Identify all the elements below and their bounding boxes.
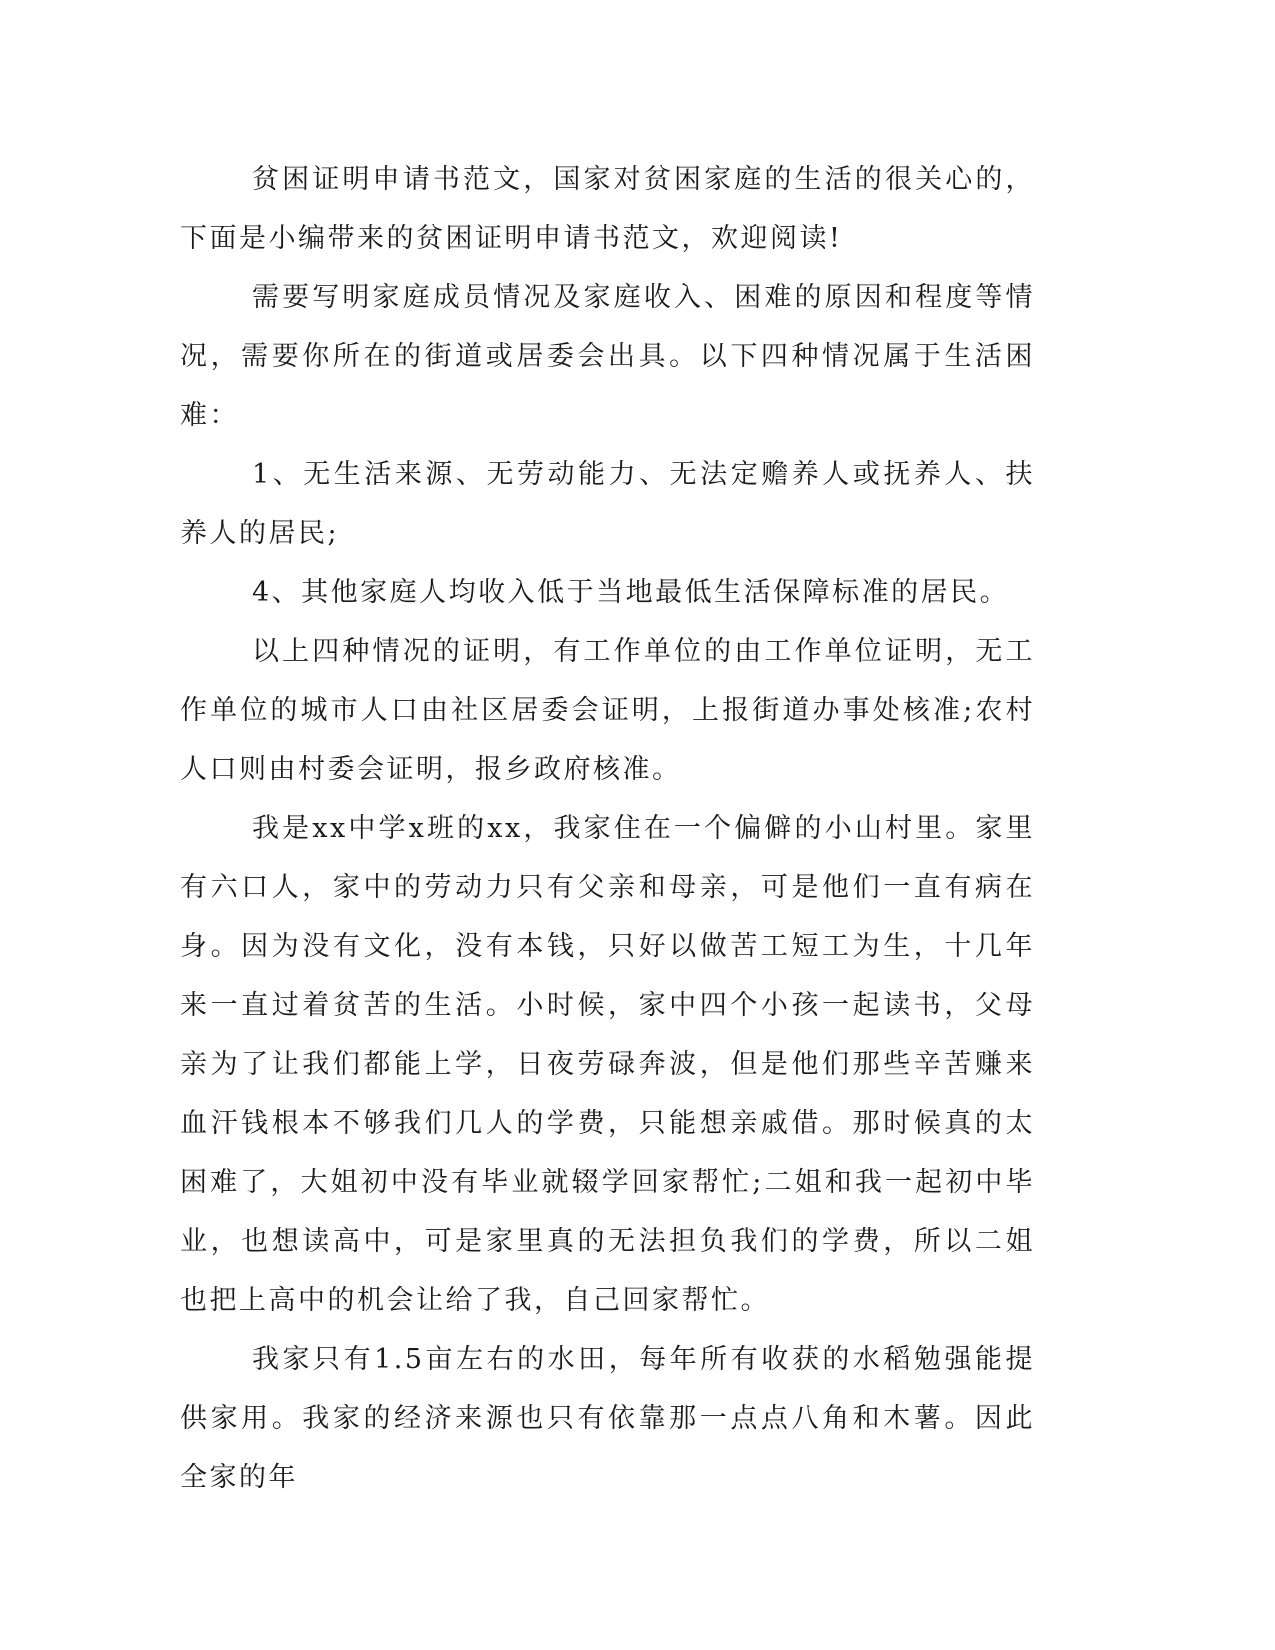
paragraph-requirements: 需要写明家庭成员情况及家庭收入、困难的原因和程度等情况，需要你所在的街道或居委会出具。以下四种情况属于生活困难：	[180, 282, 1035, 431]
paragraph-intro: 贫困证明申请书范文，国家对贫困家庭的生活的很关心的，下面是小编带来的贫困证明申请书范文，欢迎阅读!	[180, 164, 1035, 254]
paragraph-certification: 以上四种情况的证明，有工作单位的由工作单位证明，无工作单位的城市人口由社区居委会证明，上报街道办事处核准;农村人口则由村委会证明，报乡政府核准。	[180, 636, 1035, 785]
paragraph-family-story: 我是xx中学x班的xx，我家住在一个偏僻的小山村里。家里有六口人，家中的劳动力只有父亲和母亲，可是他们一直有病在身。因为没有文化，没有本钱，只好以做苦工短工为生，十几年来一直过着贫苦的生活。小时候，家中四个小孩一起读书，父母亲为了让我们都能上学，日夜劳碌奔波，但是他们那些辛苦赚来血汗钱根本不够我们几人的学费，只能想亲戚借。那时候真的太困难了，大姐初中没有毕业就辍学回家帮忙;二姐和我一起初中毕业，也想读高中，可是家里真的无法担负我们的学费，所以二姐也把上高中的机会让给了我，自己回家帮忙。	[180, 813, 1035, 1316]
paragraph-item-4: 4、其他家庭人均收入低于当地最低生活保障标准的居民。	[252, 577, 1010, 608]
paragraph-item-1: 1、无生活来源、无劳动能力、无法定赡养人或抚养人、扶养人的居民;	[180, 459, 1035, 549]
paragraph-income: 我家只有1.5亩左右的水田，每年所有收获的水稻勉强能提供家用。我家的经济来源也只有依靠那一点点八角和木薯。因此全家的年	[180, 1344, 1035, 1493]
body-text	[180, 150, 1035, 1507]
